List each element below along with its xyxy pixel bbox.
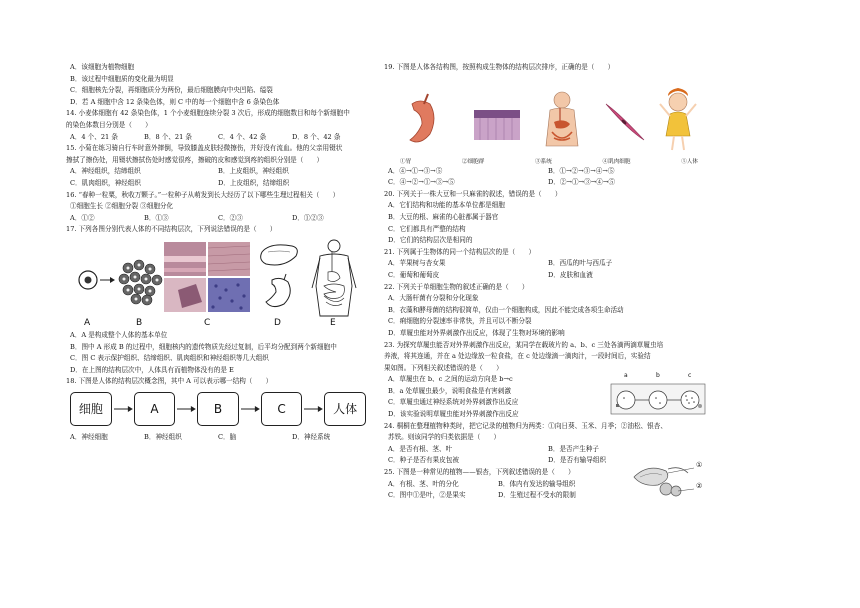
q18-option: D．神经系统 [292,432,331,441]
q17-option-a: A．A 是构成整个人体的基本单位 [70,330,168,339]
q17-figure [66,238,366,330]
q19-option: C．④→②→①→③→⑤ [388,178,455,187]
q18-options [66,432,366,444]
concept-box-a: A [134,392,176,426]
q25-options-1 [384,479,608,491]
q25-option: D．生殖过程不受水的限制 [498,491,576,500]
q24-option: C．种子是否有果皮包被 [388,456,459,465]
caption-system: ③系统 [535,158,552,165]
q17-label-a: A [84,317,91,328]
q25-stem: 25. 下图是一种常见的植物——银杏，下列叙述错误的是（ ） [384,468,575,477]
q19-structures-image [384,74,708,158]
slide-experiment-image [610,376,706,416]
q22-option-b: B．衣藻和酵母菌的结构很简单，仅由一个细胞构成，因此不能完成各项生命活动 [388,305,624,314]
q25-option: A．有根、茎、叶的分化 [388,479,459,488]
q25-option: B．体内有发达的输导组织 [498,479,576,488]
q24-option: B．是否产生种子 [548,444,600,453]
q14-option: B．8 个、21 条 [144,132,192,141]
q23-option-b: B．a 处草履虫最少，说明食盐是有害刺激 [388,386,511,395]
q23-stem-cont: 养液，将其连通，并在 a 处边缘放一粒食盐，在 c 处边缘滴一滴肉汁，一段时间后，实验结 [384,352,651,361]
q14-option: A．4 个、21 条 [70,132,118,141]
q24-options-1 [384,444,708,456]
q23-option-c: C．草履虫通过神经系统对外界刺激作出反应 [388,398,519,407]
marker-1: ① [696,461,703,470]
q13-option-a: A．该细胞为植物细胞 [70,63,135,71]
q25-options-2 [384,490,608,502]
slide-label-a: a [624,372,628,380]
body-structure-levels-image [66,238,366,318]
q23-stem-cont2: 果如图。下列相关叙述错误的是（ ） [384,363,503,372]
q14-stem-cont: 的染色体数目分别是（ ） [66,120,152,129]
q18-stem: 18. 下图是人体的结构层次概念图，其中 A 可以表示哪一结构（ ） [66,377,273,386]
q16-option: D．①②③ [292,213,324,222]
q21-option: A．苹果树与杏女果 [388,259,446,268]
q17-label-d: D [274,317,281,328]
q18-option: B．神经组织 [144,432,182,441]
q18-option: C．脑 [218,432,237,441]
concept-box-human: 人体 [324,392,366,426]
q20-option-a: A．它们结构和功能的基本单位都是细胞 [388,201,505,210]
slide-label-c: c [688,372,692,380]
q16-stem: 16. “春种一粒粟，秋收万颗子。”一粒种子从萌发到长大经历了以下哪些生理过程相关（ ） [66,190,340,199]
q24-stem-cont: 苏铁。则该同学的归类依据是（ ） [388,433,501,442]
q18-concept-map [70,392,366,426]
q21-options-1 [384,258,708,270]
left-column [66,62,366,443]
q15-stem-cont: 擦拭了擦伤处，用镊状擦拭伤处时感觉很疼，擦破的皮和感觉到疼的组织分别是（ ） [66,155,324,164]
q14-option: D．8 个、42 条 [292,132,341,141]
q19-captions [384,158,708,166]
right-column [384,62,708,502]
q23-option-d: D．该实验说明草履虫能对外界刺激作出反应 [388,410,519,419]
q15-option: D．上皮组织，结缔组织 [218,178,290,187]
caption-stomach: ①胃 [400,158,412,165]
q15-options-2 [66,178,366,190]
q13-option-c: C．细胞核先分裂，再细胞质分为两份，最后细胞膜向中央凹陷、缢裂 [70,86,273,95]
q19-options-2 [384,177,708,189]
q17-label-c: C [204,317,211,328]
q17-label-b: B [136,317,143,328]
q17-label-e: E [330,317,336,328]
arrow-right-icon [175,404,197,414]
q22-option-c: C．痢细胞的分裂速率非常快，并且可以不断分裂 [388,317,532,326]
q21-option: D．皮肤和血液 [548,270,593,279]
q17-stem: 17. 下列各图分别代表人体的不同结构层次，下列说法错误的是（ ） [66,225,277,234]
q19-option: B．①→②→③→④→⑤ [548,166,615,175]
arrow-right-icon [112,404,134,414]
q21-stem: 21. 下列属于生物体的同一个结构层次的是（ ） [384,247,536,256]
q19-options-1 [384,166,708,178]
q20-option-b: B．大豆的根、麻雀的心脏都属于器官 [388,212,499,221]
q19-figure [384,74,708,166]
q21-options-2 [384,270,708,282]
q16-stem-cont: ①细胞生长 ②细胞分裂 ③细胞分化 [70,202,174,211]
concept-box-cell: 细胞 [70,392,112,426]
q14-options [66,132,366,144]
caption-human: ⑤人体 [681,158,698,165]
q25-option: C．图中①是叶，②是果实 [388,491,466,500]
q23-option-a: A．草履虫在 b、c 之间的运动方向是 b→c [388,375,513,384]
q16-option: C．②③ [218,213,243,222]
q14-option: C．4 个、42 条 [218,132,267,141]
q14-stem: 14. 小麦体细胞有 42 条染色体，1 个小麦细胞连续分裂 3 次后，形成的细胞数目和每个新细胞中 [66,109,350,118]
q20-stem: 20. 下列关于一株大豆和一只麻雀的叙述，错误的是（ ） [384,189,562,198]
q15-option: A．神经组织，结缔组织 [70,167,141,176]
q15-option: B．上皮组织，神经组织 [218,167,289,176]
q21-option: C．葡萄和葡萄皮 [388,270,440,279]
concept-box-c: C [261,392,303,426]
q13-option-d: D．若 A 细胞中含 12 条染色体，则 C 中的每一个细胞中含 6 条染色体 [70,97,280,106]
q16-option: A．①② [70,213,95,222]
q17-option-b: B．图中 A 形成 B 的过程中，细胞核内的遗传物质先经过复制，后平均分配到两个新细胞中 [70,342,337,351]
caption-muscle-cell: ④肌肉细胞 [602,158,631,165]
q22-option-a: A．大肠杆菌有分裂和分化现象 [388,294,479,303]
q15-option: C．肌肉组织，神经组织 [70,178,141,187]
q24-option: A．是否有根、茎、叶 [388,444,453,453]
q23-block [384,374,708,420]
q24-stem: 24. 桐桐在整理植物种类时，把它记录的植物归为两类：①向日葵、玉米、月季；②油松、银杏、 [384,421,667,430]
caption-cell-group: ②细胞群 [461,158,485,165]
q25-block [384,461,708,502]
q17-option-d: D．在上图的结构层次中，人体具有而植物体没有的是 E [70,365,234,374]
marker-2: ② [696,482,703,491]
q21-option: B．西瓜的叶与西瓜子 [548,259,613,268]
q15-stem: 15. 小菊在练习骑自行车时意外摔倒，导致膝盖皮肤轻微擦伤，并好没有流血。他的父亲用镊状 [66,144,343,153]
q22-stem: 22. 下列关于单细胞生物的叙述正确的是（ ） [384,282,529,291]
q20-option-c: C．它们都具有严整的结构 [388,224,466,233]
q15-options-1 [66,166,366,178]
q13-option-b: B．该过程中细胞质的变化最为明显 [70,74,174,83]
arrow-right-icon [239,404,261,414]
q24-option: D．是否有输导组织 [548,456,607,465]
concept-box-b: B [197,392,239,426]
q19-option: A．④→①→③→⑤ [388,166,443,175]
q22-option-d: D．草履虫能对外界刺激作出反应，体现了生物对环境的影响 [388,328,565,337]
q19-stem: 19. 下图是人体各结构图，按照构成生物体的结构层次排序，正确的是（ ） [384,63,615,71]
q16-option: B．①③ [144,213,169,222]
q18-option: A．神经细胞 [70,432,108,441]
slide-label-b: b [656,372,660,380]
arrow-right-icon [302,404,324,414]
q17-option-c: C．图 C 表示保护组织、结缔组织、肌肉组织和神经组织等几大组织 [70,354,269,363]
q23-stem: 23. 为探究草履虫能否对外界刺激作出反应，某同学在载玻片的 a、b、c 三处各滴两滴草履虫培 [384,340,664,349]
q16-options [66,213,366,225]
q19-option: D．②→①→③→④→⑤ [548,178,615,187]
q20-option-d: D．它们的结构层次是相同的 [388,236,473,245]
